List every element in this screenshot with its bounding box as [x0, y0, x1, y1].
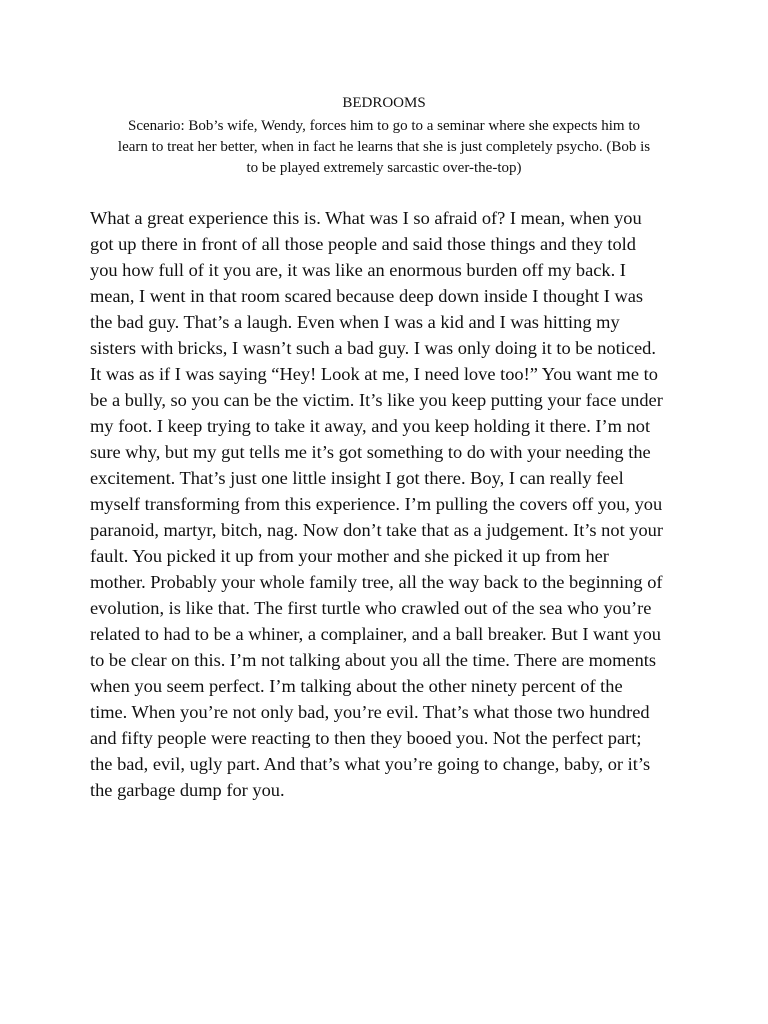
scenario-line: to be played extremely sarcastic over-the-top)	[246, 160, 522, 176]
monologue-line: be a bully, so you can be the victim. It’s like you keep putting your face under	[90, 390, 663, 410]
monologue-line: time. When you’re not only bad, you’re evil. That’s what those two hundred	[90, 702, 650, 722]
monologue-line: when you seem perfect. I’m talking about the other ninety percent of the	[90, 676, 623, 696]
monologue-line: fault. You picked it up from your mother and she picked it up from her	[90, 546, 609, 566]
monologue-line: What a great experience this is. What was I so afraid of? I mean, when you	[90, 208, 642, 228]
monologue-line: excitement. That’s just one little insight I got there. Boy, I can really feel	[90, 468, 624, 488]
monologue-line: related to had to be a whiner, a complainer, and a ball breaker. But I want you	[90, 624, 661, 644]
monologue-line: got up there in front of all those people and said those things and they told	[90, 234, 636, 254]
document-title: BEDROOMS	[342, 95, 426, 111]
monologue-line: and fifty people were reacting to then they booed you. Not the perfect part;	[90, 728, 642, 748]
monologue-line: the bad, evil, ugly part. And that’s what you’re going to change, baby, or it’s	[90, 754, 651, 774]
monologue-line: you how full of it you are, it was like an enormous burden off my back. I	[90, 260, 626, 280]
monologue-line: myself transforming from this experience. I’m pulling the covers off you, you	[90, 494, 663, 514]
scenario-line: Scenario: Bob’s wife, Wendy, forces him to go to a seminar where she expects him to	[128, 118, 640, 134]
monologue-line: sisters with bricks, I wasn’t such a bad guy. I was only doing it to be noticed.	[90, 338, 656, 358]
monologue-line: paranoid, martyr, bitch, nag. Now don’t take that as a judgement. It’s not your	[90, 520, 663, 540]
monologue-text	[90, 205, 680, 803]
monologue-line: evolution, is like that. The first turtle who crawled out of the sea who you’re	[90, 598, 652, 618]
monologue-line: It was as if I was saying “Hey! Look at me, I need love too!” You want me to	[90, 364, 658, 384]
monologue-line: my foot. I keep trying to take it away, and you keep holding it there. I’m not	[90, 416, 651, 436]
monologue-line: mean, I went in that room scared because deep down inside I thought I was	[90, 286, 644, 306]
scenario-description	[94, 116, 674, 179]
monologue-line: mother. Probably your whole family tree, all the way back to the beginning of	[90, 572, 663, 592]
scenario-line: learn to treat her better, when in fact he learns that she is just completely psycho. (Bob is	[117, 139, 651, 155]
monologue-line: to be clear on this. I’m not talking about you all the time. There are moments	[90, 650, 657, 670]
monologue-line: the bad guy. That’s a laugh. Even when I was a kid and I was hitting my	[90, 312, 620, 332]
monologue-line: sure why, but my gut tells me it’s got something to do with your needing the	[90, 442, 651, 462]
monologue-line: the garbage dump for you.	[90, 780, 285, 800]
